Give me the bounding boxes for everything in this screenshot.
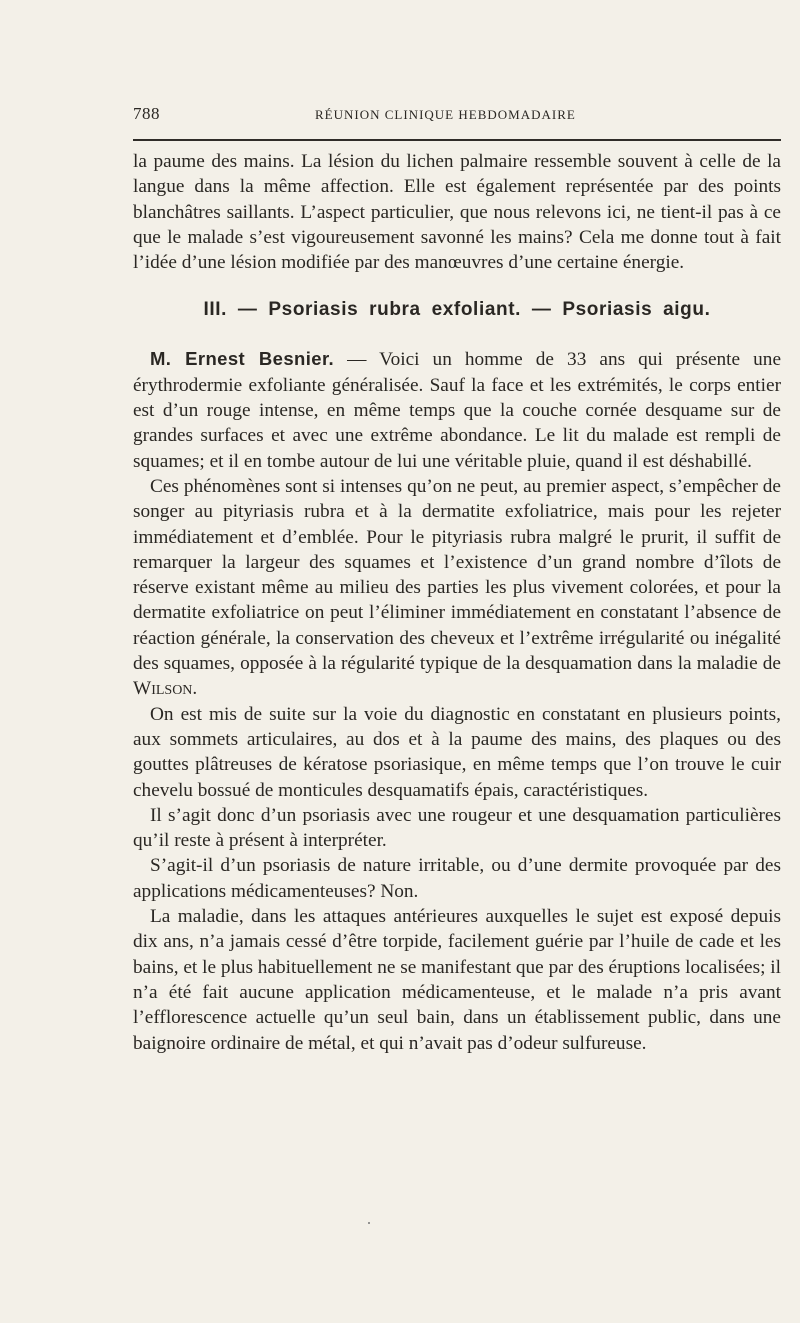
paragraph: La maladie, dans les attaques antérieures auxquelles le sujet est exposé depuis dix ans, n’a jamais cessé d’être torpide, facilement guérie par l’huile de cade et les bains, et le plus habituellement ne se manifestant que par des éruptions localisées; il n’a été fait aucune application médicamenteuse, et le malade n’a pris avant l’efflorescence actuelle qu’un seul bain, dans un établissement public, dans une baignoire ordinaire de métal, et qui n’avait pas d’odeur sulfureuse. [133, 906, 781, 1054]
speaker-name: M. Ernest Besnier. [150, 348, 335, 370]
paragraph: On est mis de suite sur la voie du diagnostic en constatant en plusieurs points, aux sommets articulaires, au dos et à la paume des mains, des plaques ou des gouttes plâtreuses de kératose psoriasique, en même temps que l’on trouve le cuir chevelu bossué de monticules desquamatifs épais, caractéristiques. [133, 703, 781, 801]
printer-mark [368, 1222, 370, 1224]
author-name: Wilson [133, 678, 193, 700]
paragraph-continued: la paume des mains. La lésion du lichen palmaire ressemble souvent à celle de la langue dans la même affection. Elle est également représentée par des points blanchâtres saillants. L’aspect particulier, que nous relevons ici, ne tient-il pas à ce que le malade s’est vigoureusement savonné les mains? Cela me donne tout à fait l’idée d’une lésion modifiée par des manœuvres d’une certaine énergie. [133, 151, 781, 274]
paragraph: Il s’agit donc d’un psoriasis avec une rougeur et une desquamation particulières qu’il reste à présent à interpréter. [133, 804, 781, 852]
paragraph-text: — Voici un homme de 33 ans qui présente une érythrodermie exfoliante généralisée. Sauf la face et les extrémités, le corps entier est d’un rouge intense, en même temps que la couche cornée desquame sur de grandes surfaces et avec une extrême abondance. Le lit du malade est rempli de squames; et il en tombe autour de lui une véritable pluie, quand il est déshabillé. [133, 349, 781, 472]
paragraph: S’agit-il d’un psoriasis de nature irritable, ou d’une dermite provoquée par des applications médicamenteuses? Non. [133, 855, 781, 902]
section-heading: III. — Psoriasis rubra exfoliant. — Psoriasis aigu. [203, 299, 711, 321]
paragraph-text: Ces phénomènes sont si intenses qu’on ne peut, au premier aspect, s’empêcher de songer au pityriasis rubra et à la dermatite exfoliatrice, mais pour les rejeter immédiatement et d’emblée. Pour le pityriasis rubra malgré le prurit, il suffit de remarquer la largeur des squames et l’existence d’un grand nombre d’îlots de réserve existant même au milieu des parties les plus vivement colorées, et pour la dermatite exfoliatrice on peut l’éliminer immédiatement en constatant l’absence de réaction générale, la conservation des cheveux et l’extrême irrégularité ou inégalité des squames, opposée à la régularité typique de la desquamation dans la maladie de [133, 475, 781, 675]
running-title: RÉUNION CLINIQUE HEBDOMADAIRE [315, 107, 576, 122]
page-body [133, 149, 781, 1056]
paragraph-end: . [192, 678, 198, 700]
paragraph [133, 474, 781, 702]
page-header [133, 104, 781, 128]
header-rule [133, 139, 781, 141]
page-number: 788 [133, 104, 160, 123]
paragraph-speaker-intro [133, 346, 781, 473]
